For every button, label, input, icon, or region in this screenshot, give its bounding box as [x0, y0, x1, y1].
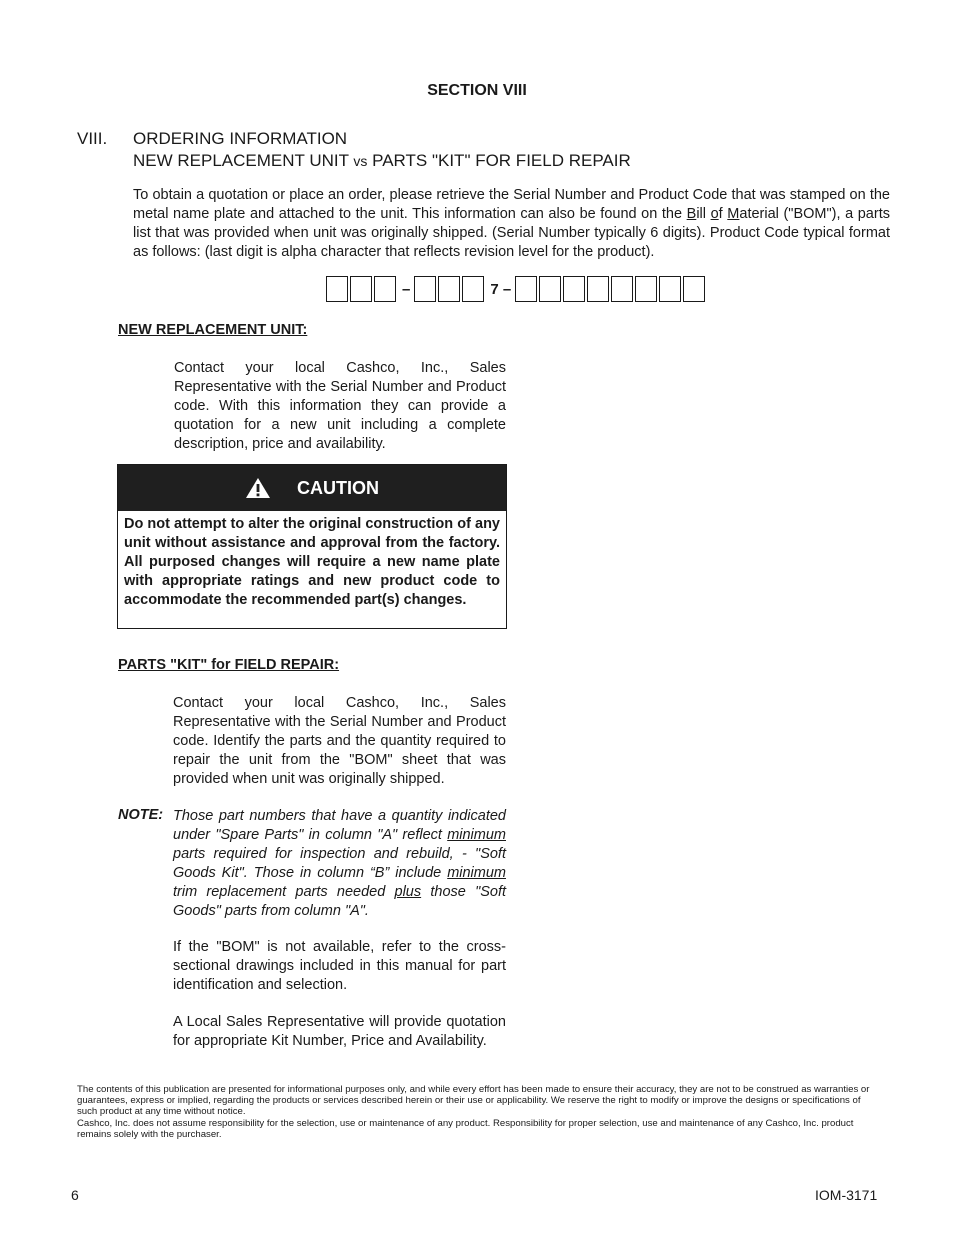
- sales-rep-text: A Local Sales Representative will provide quotation for appropriate Kit Number, Price and Availability.: [173, 1014, 506, 1049]
- code-box: [515, 276, 537, 302]
- parts-kit-heading: PARTS "KIT" for FIELD REPAIR:: [118, 657, 340, 673]
- new-unit-heading: NEW REPLACEMENT UNIT:: [118, 322, 308, 338]
- intro-paragraph: [133, 186, 890, 262]
- note-underline-minimum: minimum: [447, 827, 506, 843]
- code-box: [635, 276, 657, 302]
- note-label: NOTE:: [118, 807, 164, 823]
- page-number: 6: [71, 1187, 79, 1203]
- note-text-1: Those part numbers that have a quantity indicated under "Spare Parts" in column "A" reflect: [173, 808, 506, 843]
- caution-box: [117, 464, 507, 629]
- code-box: [374, 276, 396, 302]
- section-title: SECTION VIII: [427, 82, 527, 99]
- parts-kit-text: Contact your local Cashco, Inc., Sales Representative with the Serial Number and Product code. Identify the parts and the quantity required to repair the unit from the "BOM" sheet that was provided when unit was originally shipped.: [173, 695, 506, 787]
- intro-bill-initial: B: [686, 206, 697, 222]
- code-box: [659, 276, 681, 302]
- code-box: [539, 276, 561, 302]
- caution-header: [118, 465, 506, 511]
- intro-text-b: ("BOM"), a parts list that was provided when unit was originally shipped. (Serial Number typically 6 digits). Product Code typical format as follows: (last digit is alpha character that reflects revision level for the product).: [133, 206, 890, 260]
- code-box: [683, 276, 705, 302]
- intro-of-initial: o: [710, 206, 719, 222]
- heading-ordering-information: ORDERING INFORMATION: [133, 129, 348, 148]
- code-separator: 7 –: [490, 280, 512, 298]
- heading-part-a: NEW REPLACEMENT UNIT: [133, 151, 354, 170]
- note-text: [173, 807, 506, 921]
- product-code-format: [326, 275, 707, 303]
- note-text-2: parts required for inspection and rebuild, - "Soft Goods Kit". Those in column “B” include: [173, 846, 506, 881]
- note-underline-minimum: minimum: [447, 865, 506, 881]
- note-text-3: trim replacement parts needed: [173, 884, 395, 900]
- bom-unavailable-text: If the "BOM" is not available, refer to the cross-sectional drawings included in this manual for part identification and selection.: [173, 939, 506, 993]
- caution-title: CAUTION: [297, 477, 379, 498]
- disclaimer-line-1: The contents of this publication are presented for informational purposes only, and while every effort has been made to ensure their accuracy, they are not to be construed as warranties or guarantees, express or implied, regarding the products or services described herein or their use or applicability. We reserve the right to modify or improve the designs or specifications of such product at any time without notice.: [77, 1084, 870, 1118]
- code-box: [350, 276, 372, 302]
- warning-triangle-icon: [245, 477, 271, 499]
- document-id: IOM-3171: [815, 1187, 878, 1203]
- intro-material-initial: M: [727, 206, 740, 222]
- intro-material-rest: aterial: [739, 206, 779, 222]
- intro-text-a: To obtain a quotation or place an order, please retrieve the Serial Number and Product Code that was stamped on the metal name plate and attached to the unit. This information can also be found on the: [133, 187, 890, 222]
- heading-replacement-vs-kit: [133, 151, 631, 171]
- code-box: [414, 276, 436, 302]
- code-box: [326, 276, 348, 302]
- new-unit-text: Contact your local Cashco, Inc., Sales Representative with the Serial Number and Product code. With this information they can provide a quotation for a new unit including a complete description, price and availability.: [174, 360, 506, 452]
- caution-text: Do not attempt to alter the original construction of any unit without assistance and approval from the factory. All purposed changes will require a new name plate with appropriate ratings and new product code to accommodate the recommended part(s) changes.: [124, 516, 500, 608]
- code-box: [462, 276, 484, 302]
- note-underline-plus: plus: [394, 884, 422, 900]
- intro-of-rest: f: [718, 206, 728, 222]
- heading-roman-numeral: VIII.: [77, 129, 108, 148]
- heading-vs: vs: [353, 153, 368, 169]
- disclaimer-line-2: Cashco, Inc. does not assume responsibility for the selection, use or maintenance of any product. Responsibility for proper selection, use and maintenance of any Cashco, Inc. product remains solely with the purchaser.: [77, 1117, 854, 1140]
- code-box: [587, 276, 609, 302]
- code-separator: –: [402, 280, 411, 298]
- heading-part-b: PARTS "KIT" FOR FIELD REPAIR: [367, 151, 631, 170]
- disclaimer: [77, 1084, 877, 1140]
- code-box: [438, 276, 460, 302]
- code-box: [611, 276, 633, 302]
- code-box: [563, 276, 585, 302]
- intro-bill-rest: ill: [696, 206, 711, 222]
- note-text-4: those "Soft Goods" parts from column "A".: [173, 884, 507, 919]
